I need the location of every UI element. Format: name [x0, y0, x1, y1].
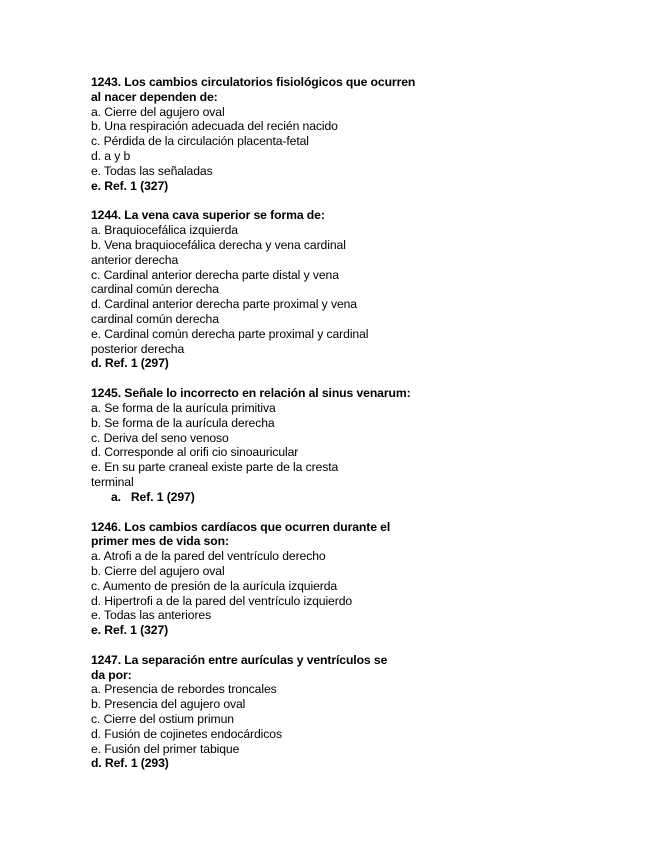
- option-line: d. a y b: [91, 148, 131, 163]
- option-line: e. Fusión del primer tabique: [91, 741, 240, 756]
- question-title-line: 1247. La separación entre aurículas y ventrículos se: [91, 652, 388, 667]
- option-line: cardinal común derecha: [91, 311, 219, 326]
- question-title-line: 1246. Los cambios cardíacos que ocurren durante el: [91, 519, 391, 534]
- answer-line: d. Ref. 1 (293): [91, 756, 169, 771]
- question-title-line: 1245. Señale lo incorrecto en relación al sinus venarum:: [91, 386, 411, 401]
- option-line: e. Todas las señaladas: [91, 163, 213, 178]
- option-line: b. Se forma de la aurícula derecha: [91, 415, 275, 430]
- option-line: a. Cierre del agujero oval: [91, 104, 225, 119]
- option-line: a. Braquiocefálica izquierda: [91, 223, 238, 238]
- option-line: posterior derecha: [91, 341, 185, 356]
- option-line: b. Cierre del agujero oval: [91, 563, 225, 578]
- question-1245: [91, 386, 451, 504]
- answer-line: e. Ref. 1 (327): [91, 178, 169, 193]
- option-line: d. Corresponde al orifi cio sinoauricular: [91, 445, 299, 460]
- option-line: cardinal común derecha: [91, 282, 219, 297]
- question-title-line: 1243. Los cambios circulatorios fisiológicos que ocurren: [91, 75, 416, 89]
- answer-line: e. Ref. 1 (327): [91, 623, 169, 638]
- option-line: a. Atrofi a de la pared del ventrículo derecho: [91, 549, 326, 564]
- question-title-line: 1244. La vena cava superior se forma de:: [91, 208, 325, 223]
- question-title-line: primer mes de vida son:: [91, 534, 229, 549]
- option-line: b. Presencia del agujero oval: [91, 697, 246, 712]
- answer-text: Ref. 1 (297): [130, 489, 195, 504]
- answer-line: [91, 490, 451, 505]
- option-line: a. Presencia de rebordes troncales: [91, 682, 277, 697]
- option-line: c. Pérdida de la circulación placenta-fetal: [91, 134, 309, 149]
- option-line: e. En su parte craneal existe parte de la cresta: [91, 460, 339, 475]
- document-page: [91, 75, 451, 786]
- option-line: anterior derecha: [91, 252, 179, 267]
- question-title-line: al nacer dependen de:: [91, 89, 218, 104]
- option-line: c. Cardinal anterior derecha parte distal y vena: [91, 267, 339, 282]
- option-line: terminal: [91, 474, 134, 489]
- question-1243: [91, 75, 451, 193]
- answer-line: d. Ref. 1 (297): [91, 356, 169, 371]
- option-line: d. Cardinal anterior derecha parte proximal y vena: [91, 297, 357, 312]
- option-line: e. Cardinal común derecha parte proximal y cardinal: [91, 326, 369, 341]
- question-1247: [91, 653, 451, 771]
- option-line: c. Cierre del ostium primun: [91, 712, 234, 727]
- option-line: b. Una respiración adecuada del recién nacido: [91, 119, 338, 134]
- option-line: c. Deriva del seno venoso: [91, 430, 229, 445]
- option-line: b. Vena braquiocefálica derecha y vena cardinal: [91, 237, 346, 252]
- question-1246: [91, 520, 451, 638]
- option-line: d. Fusión de cojinetes endocárdicos: [91, 726, 282, 741]
- question-1244: [91, 208, 451, 371]
- question-title-line: da por:: [91, 667, 132, 682]
- option-line: e. Todas las anteriores: [91, 608, 212, 623]
- option-line: c. Aumento de presión de la aurícula izquierda: [91, 578, 338, 593]
- answer-marker: a.: [111, 489, 121, 504]
- option-line: d. Hipertrofi a de la pared del ventrículo izquierdo: [91, 593, 353, 608]
- option-line: a. Se forma de la aurícula primitiva: [91, 400, 276, 415]
